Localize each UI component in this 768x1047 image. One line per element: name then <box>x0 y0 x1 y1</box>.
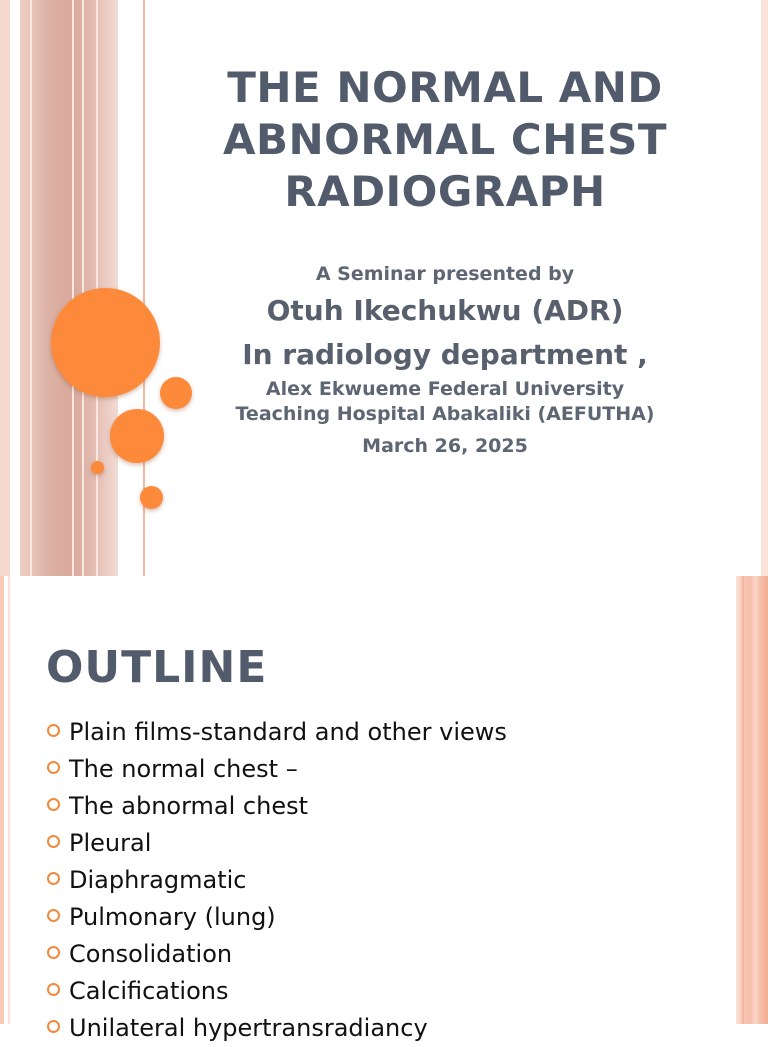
outline-list <box>46 714 507 1047</box>
decorative-line <box>82 0 84 576</box>
list-item <box>46 1010 507 1047</box>
list-item-text: Calcifications <box>69 977 229 1005</box>
decorative-circle-large <box>51 288 160 397</box>
list-item <box>46 862 507 899</box>
list-item-text: Plain films-standard and other views <box>69 718 507 746</box>
title-line: THE NORMAL AND <box>227 63 663 112</box>
outline-slide <box>0 576 768 1042</box>
subtitle-intro: A Seminar presented by <box>315 263 575 285</box>
bullet-icon <box>47 909 60 922</box>
outline-title: OUTLINE <box>46 642 268 693</box>
decorative-circle-small <box>91 461 104 474</box>
decorative-circle <box>110 409 164 463</box>
bullet-icon <box>47 946 60 959</box>
list-item-text: The normal chest – <box>69 755 298 783</box>
slide-title <box>160 62 730 218</box>
decorative-edge <box>761 0 768 576</box>
list-item <box>46 751 507 788</box>
presenter-name: Otuh Ikechukwu (ADR) <box>266 294 624 327</box>
bullet-icon <box>47 872 60 885</box>
bullet-icon <box>47 798 60 811</box>
bullet-icon <box>47 724 60 737</box>
list-item-text: Pulmonary (lung) <box>69 903 276 931</box>
decorative-circle <box>140 486 163 509</box>
list-item-text: Unilateral hypertransradiancy <box>69 1014 428 1042</box>
list-item-text: Diaphragmatic <box>69 866 247 894</box>
department: In radiology department , <box>242 338 648 371</box>
list-item <box>46 973 507 1010</box>
list-item-text: Consolidation <box>69 940 233 968</box>
bullet-icon <box>47 761 60 774</box>
presentation-date: March 26, 2025 <box>362 435 528 457</box>
list-item <box>46 936 507 973</box>
list-item-text: The abnormal chest <box>69 792 309 820</box>
decorative-stripe <box>0 576 4 1024</box>
list-item <box>46 899 507 936</box>
title-line: ABNORMAL CHEST <box>223 115 667 164</box>
list-item <box>46 788 507 825</box>
title-line: RADIOGRAPH <box>284 167 606 216</box>
bullet-icon <box>47 1020 60 1033</box>
decorative-line <box>30 0 32 576</box>
institution-line-2: Teaching Hospital Abakaliki (AEFUTHA) <box>235 403 655 425</box>
list-item <box>46 714 507 751</box>
institution-line-1: Alex Ekwueme Federal University <box>265 378 625 400</box>
bullet-icon <box>47 983 60 996</box>
decorative-line <box>72 0 74 576</box>
decorative-stripe <box>0 0 10 576</box>
decorative-line <box>8 576 10 1024</box>
bullet-icon <box>47 835 60 848</box>
list-item-text: Pleural <box>69 829 152 857</box>
decorative-line <box>742 576 744 1024</box>
decorative-band <box>736 576 768 1024</box>
list-item <box>46 825 507 862</box>
